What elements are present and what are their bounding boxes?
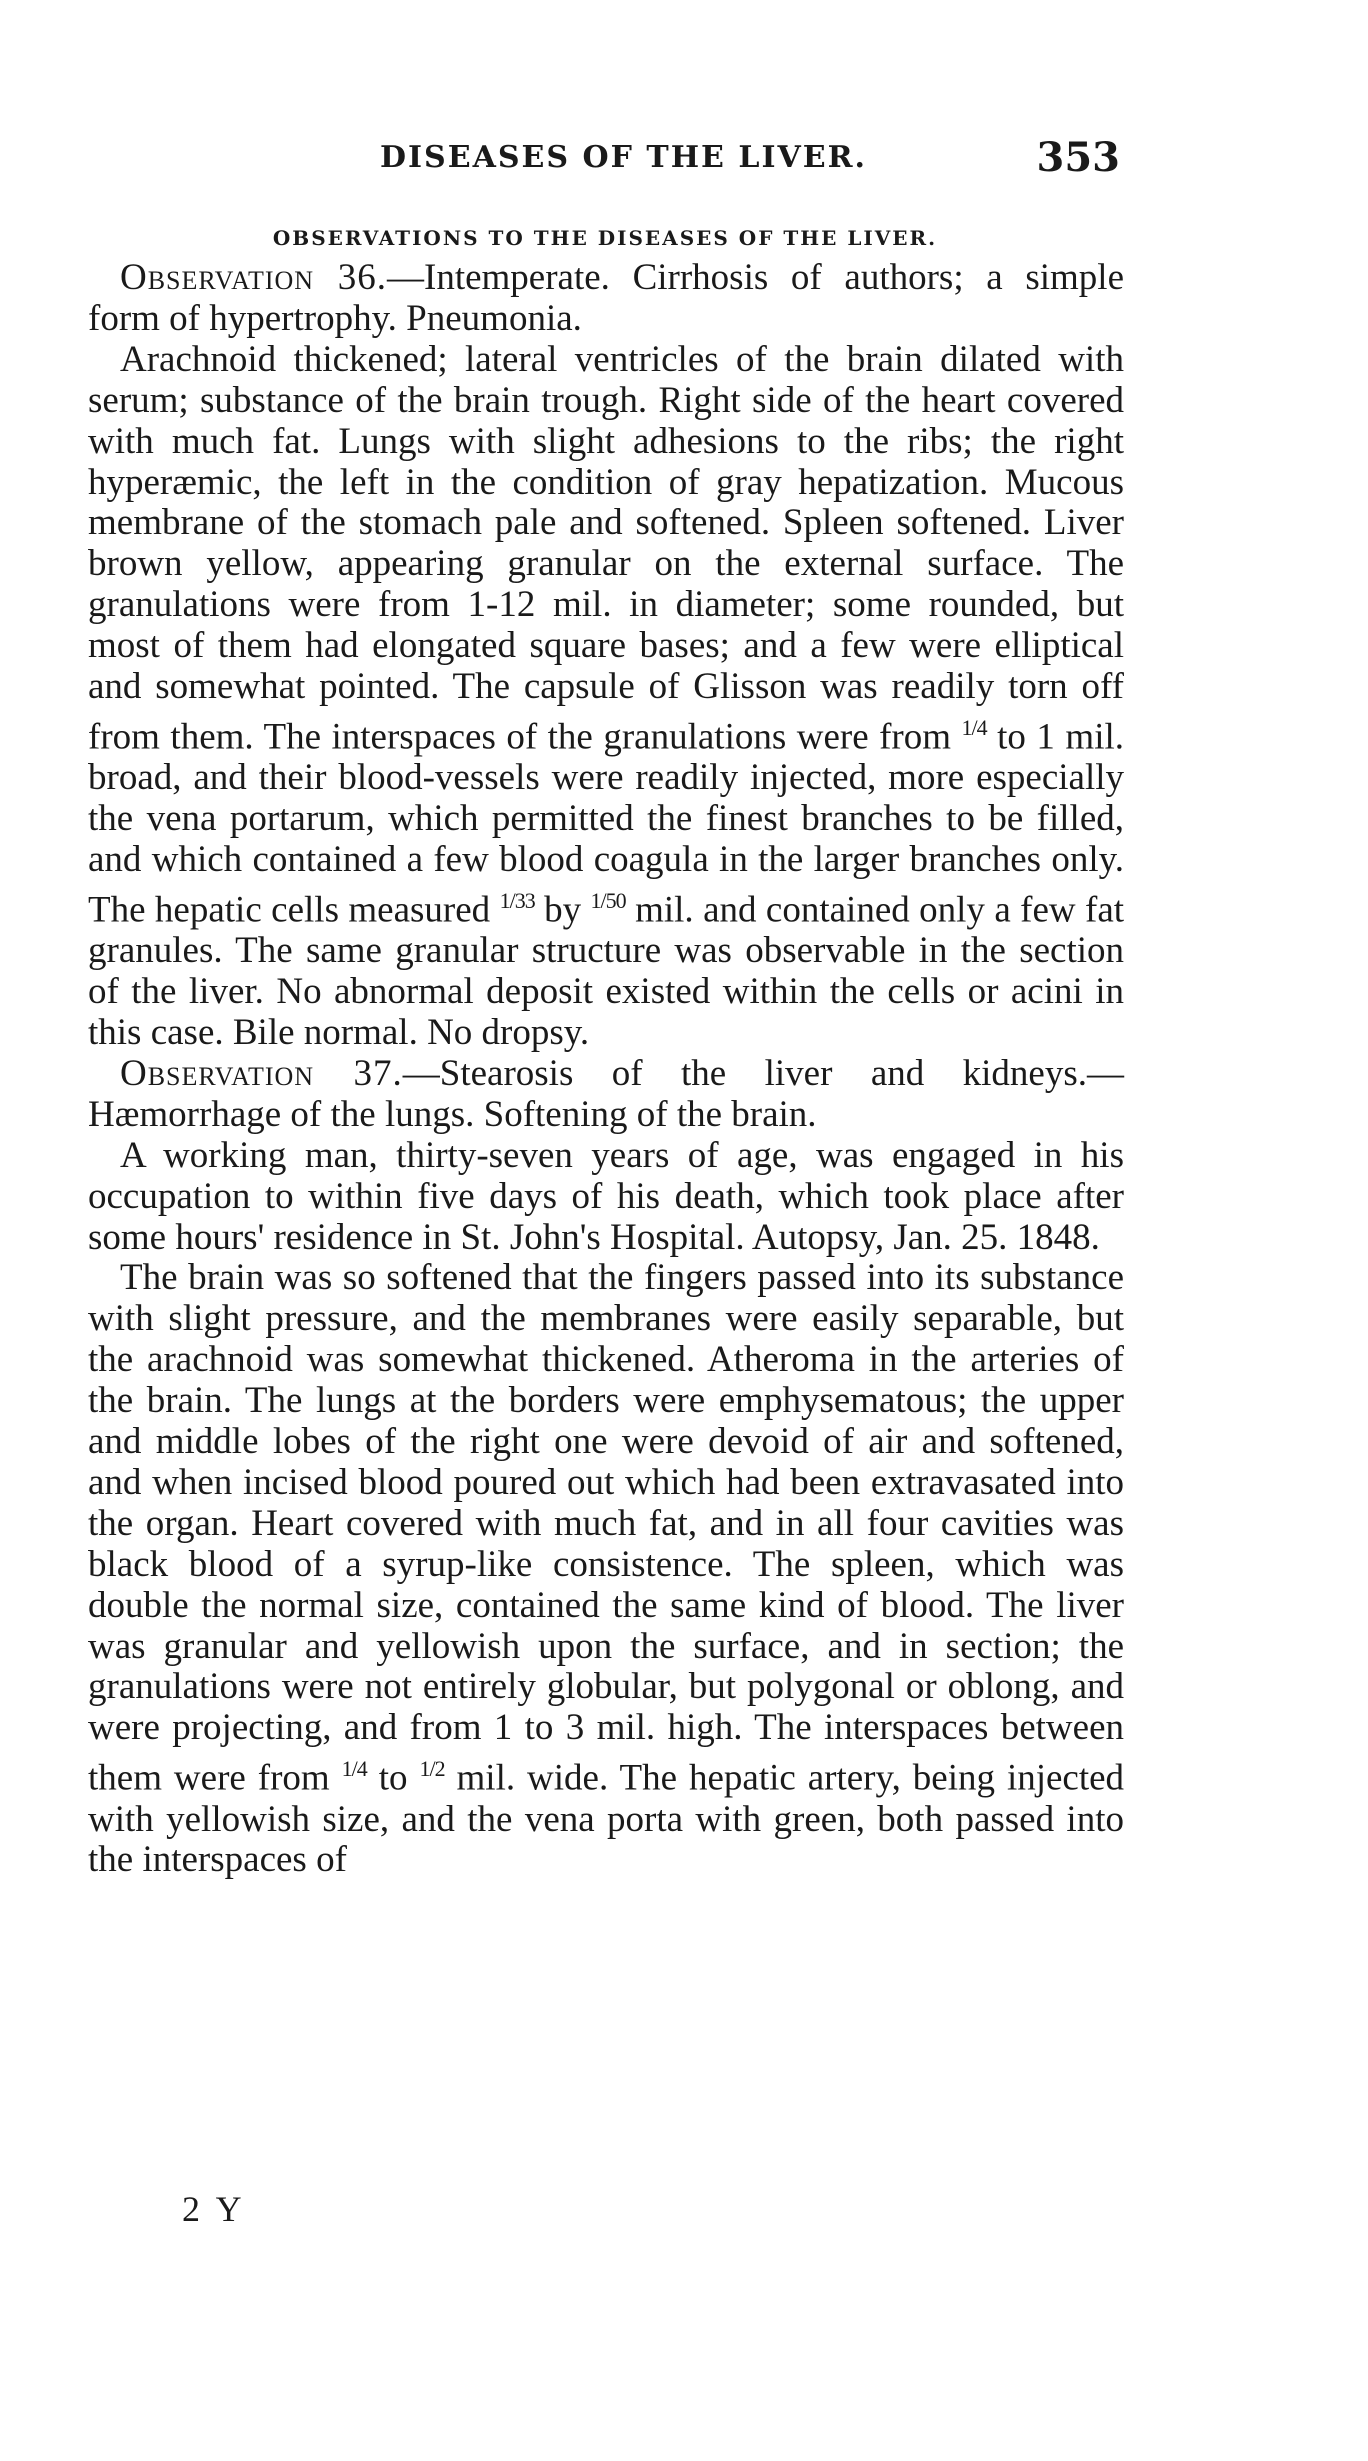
body-text xyxy=(88,258,1124,1881)
running-head xyxy=(90,134,1120,200)
fraction: 1/4 xyxy=(961,714,987,740)
observation-36-label: Observation 36. xyxy=(120,257,387,298)
observation-37-title: —Stearosis of the liver and kidneys.—Hæmorrhage of the lungs. Softening of the brain. xyxy=(88,1052,1125,1135)
obs37-text-b: to xyxy=(378,1757,408,1799)
observation-37-label: Observation 37. xyxy=(120,1052,403,1094)
fraction: 1/50 xyxy=(590,887,626,913)
running-head-title: DISEASES OF THE LIVER. xyxy=(380,140,867,175)
obs36-text-c: by xyxy=(544,889,582,931)
obs36-text-a: Arachnoid thickened; lateral ventricles of the brain dilated with serum; substance of the brain trough. Right side of the heart covered with much fat. Lungs with slight adhesions to the ribs; the right hyperæmic, the left in the condition of gray hepatization. Mucous membrane of the stomach pale and softened. Spleen softened. Liver brown yellow, appearing granular on the external surface. The granulations were from 1-12 mil. in diameter; some rounded, but most of them had elongated square bases; and a few were elliptical and somewhat pointed. The capsule of Glisson was readily torn off from them. The interspaces of the granulations were from xyxy=(88,338,1124,758)
obs37-text-c: mil. wide. The hepatic artery, being injected with yellowish size, and the vena porta with green, both passed into the interspaces of xyxy=(88,1757,1125,1881)
fraction: 1/4 xyxy=(341,1756,367,1782)
observation-36-heading xyxy=(88,258,1124,340)
section-heading: OBSERVATIONS TO THE DISEASES OF THE LIVER. xyxy=(272,226,938,250)
fraction: 1/2 xyxy=(419,1756,445,1782)
signature-mark: 2 Y xyxy=(182,2189,246,2229)
fraction: 1/33 xyxy=(499,887,535,913)
page-number: 353 xyxy=(1036,134,1120,181)
observation-36-title: —Intemperate. Cirrhosis of authors; a simple form of hypertrophy. Pneumonia. xyxy=(88,257,1125,339)
observation-37-paragraph-2 xyxy=(88,1258,1124,1881)
obs36-text-d: mil. and contained only a few fat granules. The same granular structure was observable in the section of the liver. No abnormal deposit existed within the cells or acini in this case. Bile normal. No dropsy. xyxy=(88,889,1125,1053)
observation-37-heading xyxy=(88,1054,1124,1136)
observation-36-paragraph xyxy=(88,340,1124,1054)
observation-37-paragraph-1: A working man, thirty-seven years of age, was engaged in his occupation to within five days of his death, which took place after some hours' residence in St. John's Hospital. Autopsy, Jan. 25. 1848. xyxy=(88,1134,1124,1258)
obs37-text-a: The brain was so softened that the fingers passed into its substance with slight pressure, and the membranes were easily separable, but the arachnoid was somewhat thickened. Atheroma in the arteries of the brain. The lungs at the borders were emphysematous; the upper and middle lobes of the right one were devoid of air and softened, and when incised blood poured out which had been extravasated into the organ. Heart covered with much fat, and in all four cavities was black blood of a syrup-like consistence. The spleen, which was double the normal size, contained the same kind of blood. The liver was granular and yellowish upon the surface, and in section; the granulations were not entirely globular, but polygonal or oblong, and were projecting, and from 1 to 3 mil. high. The interspaces between them were from xyxy=(88,1257,1124,1799)
obs36-text-b: to 1 mil. broad, and their blood-vessels were readily injected, more especially the vena portarum, which permitted the finest branches to be filled, and which contained a few blood coagula in the larger branches only. The hepatic cells measured xyxy=(88,716,1125,931)
